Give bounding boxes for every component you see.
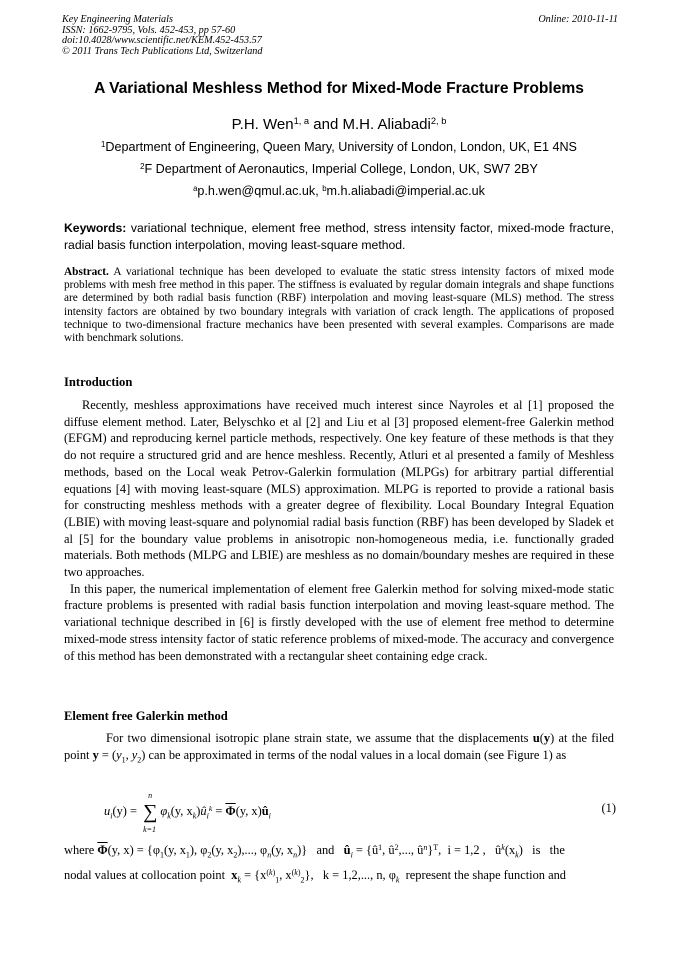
eq-uhat-sub: i — [206, 811, 209, 821]
where-1e: (y, x — [211, 843, 234, 857]
affiliation-2-text: F Department of Aeronautics, Imperial College, London, UK, SW7 2BY — [144, 162, 538, 176]
eq-lhs-arg: (y) = — [112, 804, 141, 818]
efg-symbol-y2b: y — [131, 747, 138, 762]
efg-text-e: , — [125, 747, 132, 762]
email-a-marker: a — [193, 183, 198, 193]
eq-Phi-arg: (y, x) — [235, 804, 262, 818]
author-emails — [40, 184, 638, 198]
efg-symbol-y1: y — [116, 747, 122, 762]
email-b[interactable]: m.h.aliabadi@imperial.ac.uk — [326, 184, 485, 198]
keywords-block — [64, 220, 614, 254]
where-2b: = {x — [241, 868, 267, 883]
keywords-text: variational technique, element free method, stress intensity factor, mixed-mode fracture, radial basis function interpolation, moving least-square method. — [64, 221, 614, 252]
author-aliabadi: M.H. Aliabadi — [342, 116, 431, 133]
affiliation-1-text: Department of Engineering, Queen Mary, University of London, London, UK, E1 4NS — [105, 140, 577, 154]
efg-text-d: = ( — [98, 747, 117, 762]
where-2a: nodal values at collocation point — [64, 868, 232, 883]
journal-doi: doi:10.4028/www.scientific.net/KEM.452-453.57 — [62, 35, 262, 47]
author-wen-affiliation: 1, a — [293, 115, 310, 126]
where-line-1: where $\overline{\Phi}(y$, $x) = \{\varphi_1(y$, $x_1$), $\varphi_2(y$, $x_2$),..., $\varphi_n(y$, $x_n$)} and $û_i$ = {$û^1$, $û^2$,..., $û^n\}^T$, i = 1,2 , $û^k(x_k)$ is the — [64, 842, 565, 860]
where-1o: ) is the — [518, 843, 565, 857]
where-1b: (y, x) = {φ — [107, 843, 160, 857]
paper-title: A Variational Meshless Method for Mixed-Mode Fracture Problems — [94, 80, 584, 97]
where-1i: = {û — [352, 843, 379, 857]
efg-text-c: ) at the filed point — [64, 731, 614, 762]
eq-phi: φ — [160, 804, 168, 818]
abstract-text: A variational technique has been developed to evaluate the static stress intensity factors of mixed mode problems with mesh free method in this paper. The stiffness is evaluated by regular domain integrals and shape functions are determined by both radial basis function (RBF) interpolation and moving least-square (MLS) method. The stress intensity factors are obtained by two boundary integrals with variation of crack length. The applications of proposed technique to two-dimensional fracture mechanics have been presented with several examples. Comparisons are made with benchmark solutions. — [64, 266, 614, 345]
where-1d: ), φ — [189, 843, 208, 857]
eq-uhat-sup: k — [208, 803, 213, 813]
eq-term-arg-sub: k — [192, 811, 197, 821]
eq-lhs-sub: i — [110, 811, 113, 821]
introduction-heading: Introduction — [64, 375, 133, 389]
abstract-label: Abstract. — [64, 266, 109, 278]
author-line — [40, 116, 638, 133]
journal-name: Key Engineering Materials — [62, 14, 173, 25]
abstract-block — [64, 266, 614, 345]
efg-symbol-y: y — [543, 731, 551, 745]
where-1g: (y, x — [271, 843, 294, 857]
eq-Phi: $\overline{\Phi}$ — [225, 804, 236, 818]
online-date: Online: 2010-11-11 — [538, 14, 618, 25]
eq-term-close: ) — [196, 804, 201, 818]
affiliation-2-marker: 2 — [140, 161, 145, 171]
affiliation-1 — [40, 140, 638, 154]
efg-text-a: For two dimensional isotropic plane strain state, we assume that the displacements — [106, 731, 533, 745]
equation-1 — [104, 791, 616, 834]
efg-heading: Element free Galerkin method — [64, 709, 228, 723]
where-1c: (y, x — [163, 843, 186, 857]
efg-symbol-u: u — [532, 731, 540, 745]
efg-symbol-y2: y — [92, 747, 99, 762]
eq-term-arg: (y, x — [170, 804, 193, 818]
where-line-2: nodal values at collocation point $x_k = \{x^{(k)}_1$, $x^{(k)}_2$}, k = 1,2,..., n, $\varphi_k$ represent the shape function and — [64, 867, 566, 885]
author-wen: P.H. Wen — [231, 116, 294, 133]
efg-paragraph-1: For two dimensional isotropic plane strain state, we assume that the displacements u(y) at the filed point $y = (y_1$, $y_2$) can be approximated in terms of the nodal values in a local domain (see Figure 1) as — [64, 731, 614, 765]
where-2e: represent the shape function and — [399, 868, 566, 883]
where-1f: ),..., φ — [237, 843, 268, 857]
where-2d: }, k = 1,2,..., n, φ — [304, 868, 396, 883]
email-b-marker: b — [322, 183, 327, 193]
eq-uhat-vector: û — [261, 804, 269, 818]
where-1l: } — [427, 843, 434, 857]
journal-header — [62, 15, 618, 57]
where-1m: , i = 1,2 , û — [438, 843, 502, 857]
eq-lhs: u — [104, 804, 111, 818]
sum-lower: k=1 — [143, 825, 157, 834]
equation-1-number: (1) — [601, 801, 616, 815]
equation-1-expression — [104, 791, 271, 834]
efg-body — [64, 730, 614, 769]
affiliation-2 — [40, 162, 638, 176]
introduction-body — [64, 397, 614, 664]
efg-text-f: ) can be approximated in terms of the nodal values in a local domain (see Figure 1) as — [141, 747, 567, 762]
sum-upper: n — [148, 791, 153, 800]
where-1n: (x — [504, 843, 516, 857]
where-block — [64, 842, 614, 889]
introduction-paragraph-2: In this paper, the numerical implementation of element free Galerkin method for solving mixed-mode static fracture problems is presented with radial basis function interpolation and moving least-square method. The variational technique described in [6] is firstly developed with the use of element free method to determine mixed-mode stress intensity factor of static reference problems of mixed-mode. The accuracy and convergence of this method has been demonstrated with a rectangular sheet containing edge crack. — [64, 581, 615, 663]
introduction-paragraph-1: Recently, meshless approximations have received much interest since Nayroles et al [1] proposed the diffuse element method. Later, Belyschko et al [2] and Liu et al [3] proposed element-free Galerkin method (EFGM) and reproducing kernel particle methods, respectively. One key feature of these methods is that they do not require a structured grid and are hence meshless. Recently, Atluri et al presented a family of Meshless methods, based on the Local weak Petrov-Galerkin formulation (MLPGs) for arbitrary partial differential equations [4] with moving least-square (MLS) approximation. MLPG is reported to provide a rational basis for constructing meshless methods with a greater degree of flexibility. Local Boundary Integral Equation (LBIE) with moving least-square and polynomial radial basis function (RBF) has been developed by Sladek et al [5] for the boundary value problems in anisotropic non-homogeneous media, i.e. functionally graded materials. Both methods (MLPG and LBIE) are meshless as no domain/boundary meshes are required in these two approaches. — [64, 398, 614, 580]
email-a[interactable]: p.h.wen@qmul.ac.uk, — [197, 184, 323, 198]
keywords-label: Keywords: — [64, 221, 127, 235]
eq-phi-sub: k — [167, 811, 171, 821]
journal-copyright: © 2011 Trans Tech Publications Ltd, Switzerland — [62, 45, 263, 57]
affiliation-1-marker: 1 — [101, 139, 106, 149]
eq-uhat-vector-sub: i — [268, 811, 271, 821]
author-conjunction: and — [309, 116, 343, 133]
journal-issn: ISSN: 1662-9795, Vols. 452-453, pp 57-60 — [62, 24, 236, 36]
eq-uhat: û — [200, 804, 207, 818]
where-1h: )} and — [297, 843, 344, 857]
where-1k: ,..., û — [398, 843, 424, 857]
where-1j: , û — [382, 843, 395, 857]
where-2c: , x — [279, 868, 292, 883]
author-aliabadi-affiliation: 2, b — [430, 115, 447, 126]
efg-text-b: ( — [539, 731, 544, 745]
where-1a: where — [64, 843, 98, 857]
eq-equals: = — [212, 804, 226, 818]
sum-symbol: ∑ n k=1 — [143, 791, 158, 834]
